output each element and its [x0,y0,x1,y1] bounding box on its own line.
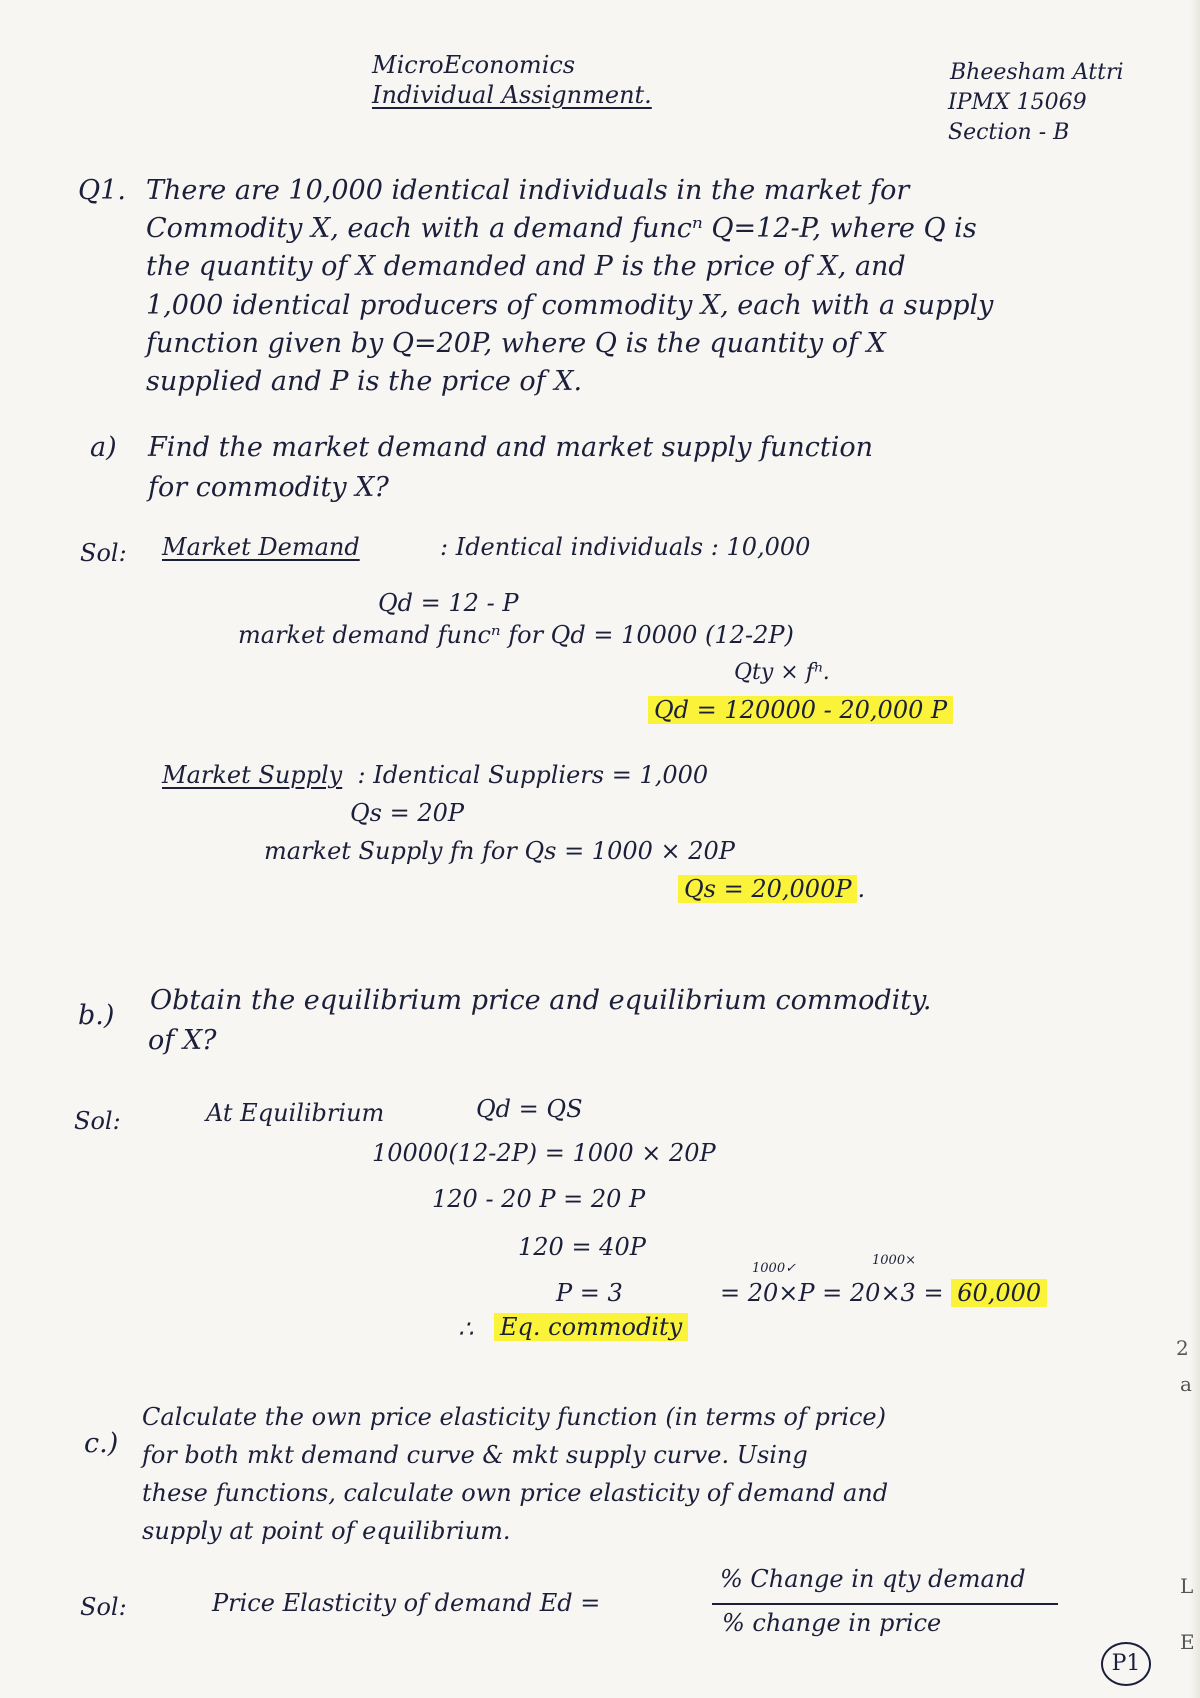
solution-label: Sol: [74,1107,121,1135]
question-line: supplied and P is the price of X. [146,366,583,397]
part-a-question-line: for commodity X? [148,472,389,503]
qty-times-function: Qty × fⁿ. [734,660,830,685]
qs-result: Qs = 20,000P [678,875,857,903]
course-title: MicroEconomics [372,51,576,79]
solution-label: Sol: [80,1593,127,1621]
qd-result: Qd = 120000 - 20,000 P [648,696,953,724]
market-demand-function: market demand funcⁿ for Qd = 10000 (12-2P) [238,621,794,649]
elasticity-label: Price Elasticity of demand Ed = [212,1589,601,1617]
equilibrium-step: 10000(12-2P) = 1000 × 20P [372,1139,716,1167]
question-line: 1,000 identical producers of commodity X, each with a supply [146,290,994,321]
at-equilibrium-label: At Equilibrium [206,1099,385,1127]
part-b-question-line: Obtain the equilibrium price and equilibrium commodity. [150,985,932,1016]
edge-mark: a [1180,1372,1192,1396]
part-c-question-line: Calculate the own price elasticity function (in terms of price) [142,1403,886,1431]
solution-label: Sol: [80,539,127,567]
eq-commodity-row [720,1280,1047,1308]
market-supply-heading: Market Supply [162,761,343,789]
market-supply-detail: : Identical Suppliers = 1,000 [357,761,709,789]
equilibrium-step: Qd = QS [476,1095,583,1123]
eq-commodity-label: Eq. commodity [494,1313,688,1341]
market-supply-function: market Supply fn for Qs = 1000 × 20P [264,837,735,865]
part-a-question-line: Find the market demand and market supply function [148,432,874,463]
question-line: the quantity of X demanded and P is the price of X, and [146,251,906,282]
equilibrium-step: 120 = 40P [518,1233,646,1261]
eq-commodity-result: 60,000 [951,1279,1047,1307]
qd-equation: Qd = 12 - P [378,589,519,617]
fraction-bar [712,1603,1058,1605]
page-edge-shadow [1190,0,1200,1698]
margin-note: 1000✓ [752,1261,796,1276]
therefore-symbol: ∴ [458,1315,474,1343]
student-name: Bheesham Attri [950,60,1124,85]
equilibrium-step: 120 - 20 P = 20 P [432,1185,646,1213]
elasticity-denominator: % change in price [722,1609,942,1637]
assignment-title: Individual Assignment. [372,81,652,109]
part-b-question-line: of X? [148,1025,217,1056]
part-b-label: b.) [78,1000,115,1031]
elasticity-numerator: % Change in qty demand [720,1565,1026,1593]
question-line: There are 10,000 identical individuals in the market for [146,175,910,206]
question-line: Commodity X, each with a demand funcⁿ Q=12-P, where Q is [146,213,977,244]
market-supply-row [162,762,708,790]
part-c-question-line: for both mkt demand curve & mkt supply curve. Using [142,1441,808,1469]
part-c-question-line: these functions, calculate own price elasticity of demand and [142,1479,889,1507]
page-number-badge: P1 [1101,1642,1151,1686]
eq-commodity-label-wrap [494,1314,688,1342]
qd-result-highlight [648,697,953,725]
qs-equation: Qs = 20P [350,799,465,827]
edge-mark: E [1180,1630,1195,1654]
part-c-label: c.) [84,1428,119,1459]
edge-mark: L [1180,1574,1194,1598]
equilibrium-price: P = 3 [556,1279,623,1307]
edge-mark: 2 [1176,1336,1189,1360]
student-section: Section - B [948,120,1070,145]
question-line: function given by Q=20P, where Q is the quantity of X [146,328,886,359]
student-roll: IPMX 15069 [948,90,1087,115]
market-demand-heading: Market Demand [162,533,360,561]
market-demand-detail: : Identical individuals : 10,000 [440,533,811,561]
margin-note: 1000× [872,1253,916,1268]
question-number: Q1. [78,175,126,206]
part-c-question-line: supply at point of equilibrium. [142,1517,511,1545]
qs-result-dot: . [857,875,866,903]
part-a-label: a) [90,432,117,463]
eq-commodity-calc: = 20×P = 20×3 = [720,1279,944,1307]
qs-result-row [678,876,865,904]
